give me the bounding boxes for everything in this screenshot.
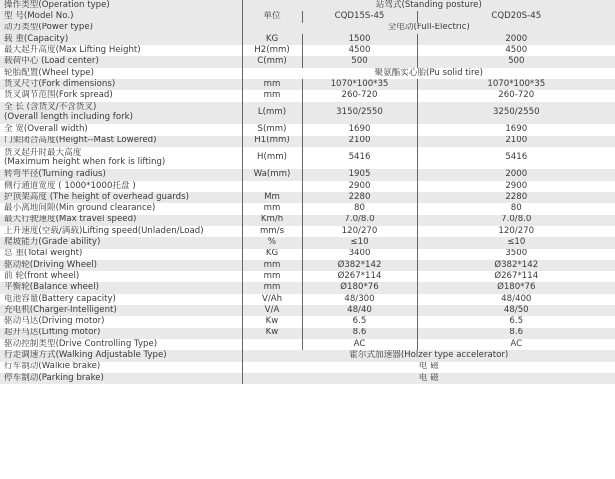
spec-label-text: 上升速度(空载/满载)Lifting speed(Unladen/Load) bbox=[4, 225, 204, 236]
spec-value-model-b: 2000 bbox=[417, 34, 615, 45]
spec-label-text: 侧行通道宽度 ( 1000*1000托盘 ) bbox=[4, 180, 136, 191]
spec-value-model-b: 3250/2550 bbox=[417, 102, 615, 125]
table-row bbox=[0, 350, 615, 361]
spec-value-model-a: 120/270 bbox=[302, 226, 417, 237]
spec-label-text: 转弯半径(Turning radius) bbox=[4, 169, 106, 180]
spec-label bbox=[0, 169, 242, 180]
spec-unit: H1(mm) bbox=[242, 136, 302, 147]
spec-value-model-b: ≤10 bbox=[417, 237, 615, 248]
spec-unit: % bbox=[242, 237, 302, 248]
table-row bbox=[0, 79, 615, 90]
spec-label-text: 最小离地间隙(Min ground clearance) bbox=[4, 203, 156, 214]
spec-label bbox=[0, 339, 242, 350]
spec-value-model-b: 120/270 bbox=[498, 225, 535, 236]
spec-label bbox=[0, 362, 242, 373]
table-row bbox=[0, 192, 615, 203]
spec-value-model-b: 1690 bbox=[505, 124, 528, 135]
spec-label bbox=[0, 350, 242, 361]
spec-label-text: 电池容量(Battery capacity) bbox=[4, 293, 116, 304]
spec-value-model-a: 2100 bbox=[302, 136, 417, 147]
spec-label bbox=[0, 124, 242, 135]
spec-label bbox=[0, 203, 242, 214]
spec-label-text: 停车制动(Parking brake) bbox=[4, 372, 104, 383]
spec-span-value: 全电动(Full-Electric) bbox=[242, 23, 615, 34]
spec-label-text: 载荷中心 (Load center) bbox=[4, 56, 99, 67]
spec-value-model-a: 7.0/8.0 bbox=[302, 215, 417, 226]
table-row bbox=[0, 249, 615, 260]
table-row bbox=[0, 339, 615, 350]
spec-label bbox=[0, 45, 242, 56]
spec-value-model-b: 6.5 bbox=[509, 316, 524, 327]
spec-value-model-a: CQD15S-45 bbox=[302, 11, 417, 22]
table-row bbox=[0, 90, 615, 101]
spec-value-model-a: 5416 bbox=[302, 147, 417, 170]
spec-label bbox=[0, 90, 242, 101]
spec-value-model-b: 5416 bbox=[505, 152, 528, 163]
spec-value-model-b: 7.0/8.0 bbox=[417, 215, 615, 226]
spec-label-text: 轮胎配置(Wheel type) bbox=[4, 67, 94, 78]
spec-unit: mm/s bbox=[259, 225, 285, 236]
table-row bbox=[0, 282, 615, 293]
spec-span-value: 站驾式(Standing posture) bbox=[242, 0, 615, 11]
table-row bbox=[0, 56, 615, 67]
spec-label bbox=[0, 68, 242, 79]
spec-value-model-a: 48/40 bbox=[302, 305, 417, 316]
spec-value-model-b: 8.6 bbox=[417, 328, 615, 339]
table-row bbox=[0, 169, 615, 180]
spec-label-text: 起升马达(Lifting motor) bbox=[4, 327, 101, 338]
spec-unit: 单位 bbox=[242, 11, 302, 22]
spec-value-model-b: AC bbox=[510, 338, 523, 349]
table-row bbox=[0, 215, 615, 226]
spec-value-model-b: 48/400 bbox=[501, 293, 532, 304]
spec-value-model-a: 1070*100*35 bbox=[302, 79, 417, 90]
spec-unit: H(mm) bbox=[257, 152, 287, 163]
table-row bbox=[0, 11, 615, 22]
spec-label-text: 前 轮(front wheel) bbox=[4, 271, 80, 281]
spec-span-value: 电 磁 bbox=[242, 373, 615, 384]
spec-value-model-a: Ø382*142 bbox=[302, 260, 417, 271]
spec-label-text: 最大行驶速度(Max travel speed) bbox=[4, 214, 137, 225]
spec-unit: mm bbox=[242, 282, 302, 293]
table-row bbox=[0, 294, 615, 305]
spec-label-text: 动力类型(Power type) bbox=[4, 22, 93, 33]
spec-unit: S(mm) bbox=[257, 124, 287, 135]
spec-label-text: 驱动马达(Driving motor) bbox=[4, 316, 105, 327]
spec-label-text: 驱动控制类型(Drive Controlling Type) bbox=[4, 338, 158, 349]
spec-value-model-a: 4500 bbox=[302, 45, 417, 56]
spec-value-model-a: Ø267*114 bbox=[302, 271, 417, 282]
spec-label bbox=[0, 271, 242, 282]
table-row bbox=[0, 147, 615, 170]
spec-label-text-2: (Overall length including fork) bbox=[4, 111, 133, 122]
table-row bbox=[0, 237, 615, 248]
spec-value-model-b: 260-720 bbox=[498, 90, 535, 101]
spec-value-model-b: 500 bbox=[417, 56, 615, 67]
spec-unit: V/A bbox=[242, 305, 302, 316]
spec-label-text: 行走调速方式(Walking Adjustable Type) bbox=[4, 350, 167, 361]
spec-value-model-a: AC bbox=[302, 339, 417, 350]
spec-value-model-a: 1690 bbox=[302, 124, 417, 135]
spec-label-text: 行车制动(Walkie brake) bbox=[4, 361, 101, 372]
spec-value-model-a: 260-720 bbox=[302, 90, 417, 101]
spec-value-model-a: 500 bbox=[302, 56, 417, 67]
spec-value-model-b: 2000 bbox=[417, 169, 615, 180]
spec-value-model-b: 80 bbox=[510, 203, 522, 214]
spec-label bbox=[0, 260, 242, 271]
table-row bbox=[0, 136, 615, 147]
spec-label bbox=[0, 56, 242, 67]
spec-label bbox=[0, 282, 242, 293]
spec-label bbox=[0, 215, 242, 226]
table-row bbox=[0, 373, 615, 384]
table-row bbox=[0, 181, 615, 192]
spec-label bbox=[0, 294, 242, 305]
spec-label-text: 平衡轮(Balance wheel) bbox=[4, 282, 99, 293]
spec-label-text: 载 重(Capacity) bbox=[4, 33, 69, 44]
table-row bbox=[0, 23, 615, 34]
table-row bbox=[0, 124, 615, 135]
spec-label-text: 爬坡能力(Grade ability) bbox=[4, 237, 101, 248]
spec-value-model-b: 1070*100*35 bbox=[417, 79, 615, 90]
spec-label bbox=[0, 328, 242, 339]
table-row bbox=[0, 271, 615, 282]
spec-unit: Km/h bbox=[242, 215, 302, 226]
spec-label-text: 操作类型(Operation type) bbox=[4, 0, 110, 10]
spec-value-model-b: 4500 bbox=[505, 45, 528, 56]
spec-label bbox=[0, 237, 242, 248]
spec-value-model-a: 2900 bbox=[302, 181, 417, 192]
spec-label bbox=[0, 23, 242, 34]
spec-value-model-a: 6.5 bbox=[302, 316, 417, 327]
spec-value-model-b: 2280 bbox=[417, 192, 615, 203]
spec-unit: Kw bbox=[265, 316, 279, 327]
spec-span-value: 霍尔式加速器(Holzer type accelerator) bbox=[242, 350, 615, 361]
spec-unit: mm bbox=[263, 203, 281, 214]
spec-label-text: 全 长 (含货叉/不含货叉) bbox=[4, 102, 97, 113]
spec-label bbox=[0, 79, 242, 90]
spec-label-text: 最大起升高度(Max Lifting Height) bbox=[4, 45, 141, 56]
spec-unit: V/Ah bbox=[261, 293, 283, 304]
spec-unit bbox=[242, 181, 302, 192]
spec-label bbox=[0, 34, 242, 45]
table-row bbox=[0, 316, 615, 327]
table-row bbox=[0, 102, 615, 125]
spec-value-model-a: 2280 bbox=[302, 192, 417, 203]
spec-value-model-a: 8.6 bbox=[302, 328, 417, 339]
table-row bbox=[0, 260, 615, 271]
spec-value-model-a: ≤10 bbox=[302, 237, 417, 248]
spec-unit: Kw bbox=[242, 328, 302, 339]
spec-label-text: 门架闭合高度(Height--Mast Lowered) bbox=[4, 135, 157, 146]
spec-label bbox=[0, 305, 242, 316]
spec-value-model-a: 48/300 bbox=[302, 294, 417, 305]
spec-value-model-b: Ø267*114 bbox=[494, 271, 539, 281]
spec-unit bbox=[242, 339, 302, 350]
spec-label bbox=[0, 316, 242, 327]
table-row bbox=[0, 305, 615, 316]
spec-label bbox=[0, 181, 242, 192]
spec-label-text: 充电机(Charger-Intelligent) bbox=[4, 305, 117, 315]
table-row bbox=[0, 328, 615, 339]
spec-label-text: 驱动轮(Driving Wheel) bbox=[4, 259, 98, 270]
spec-value-model-a: 3400 bbox=[302, 249, 417, 260]
table-row bbox=[0, 226, 615, 237]
spec-label-text: 全 宽(Overall width) bbox=[4, 124, 88, 135]
spec-label bbox=[0, 249, 242, 260]
spec-unit: KG bbox=[265, 248, 279, 259]
table-row bbox=[0, 45, 615, 56]
spec-label bbox=[0, 192, 242, 203]
spec-value-model-a: Ø180*76 bbox=[302, 282, 417, 293]
spec-value-model-b: Ø180*76 bbox=[417, 282, 615, 293]
spec-label bbox=[0, 147, 242, 170]
spec-label bbox=[0, 136, 242, 147]
table-row bbox=[0, 362, 615, 373]
table-row bbox=[0, 68, 615, 79]
spec-unit: Mm bbox=[242, 192, 302, 203]
spec-value-model-b: 2900 bbox=[505, 180, 528, 191]
spec-unit: H2(mm) bbox=[254, 45, 290, 56]
spec-value-model-b: CQD20S-45 bbox=[417, 11, 615, 22]
spec-span-value: 电 磁 bbox=[418, 361, 439, 372]
spec-unit: KG bbox=[242, 34, 302, 45]
spec-label-text: 总 重(Total weight) bbox=[4, 248, 83, 259]
spec-label bbox=[0, 0, 242, 11]
spec-span-value: 聚氨酯实心胎(Pu solid tire) bbox=[374, 67, 484, 78]
spec-value-model-b: 2100 bbox=[417, 136, 615, 147]
spec-label bbox=[0, 226, 242, 237]
spec-label-text: 货叉起升时最大高度 bbox=[4, 147, 82, 158]
spec-unit: mm bbox=[263, 271, 281, 281]
spec-label-text: 货叉尺寸(Fork dimensions) bbox=[4, 79, 116, 89]
spec-label-text: 型 号(Model No.) bbox=[4, 11, 74, 22]
table-row bbox=[0, 34, 615, 45]
spec-label bbox=[0, 373, 242, 384]
table-row bbox=[0, 0, 615, 11]
spec-unit: mm bbox=[242, 260, 302, 271]
spec-label-text: 货叉调节范围(Fork spread) bbox=[4, 90, 113, 101]
spec-value-model-a: 3150/2550 bbox=[302, 102, 417, 125]
spec-value-model-b: Ø382*142 bbox=[417, 260, 615, 271]
spec-label-text: 护顶架高度 (The height of overhead guards) bbox=[4, 192, 189, 202]
spec-label-text-2: (Maximum height when fork is lifting) bbox=[4, 157, 166, 168]
spec-value-model-b: 3500 bbox=[505, 248, 528, 259]
spec-unit: Wa(mm) bbox=[242, 169, 302, 180]
spec-value-model-a: 1500 bbox=[302, 34, 417, 45]
spec-unit: C(mm) bbox=[242, 56, 302, 67]
table-row bbox=[0, 203, 615, 214]
spec-value-model-a: 1905 bbox=[302, 169, 417, 180]
spec-value-model-b: 48/50 bbox=[417, 305, 615, 316]
spec-label bbox=[0, 102, 242, 125]
spec-unit: mm bbox=[242, 79, 302, 90]
spec-value-model-a: 80 bbox=[302, 203, 417, 214]
spec-unit: mm bbox=[263, 90, 281, 101]
spec-label bbox=[0, 11, 242, 22]
spec-unit: L(mm) bbox=[242, 102, 302, 125]
